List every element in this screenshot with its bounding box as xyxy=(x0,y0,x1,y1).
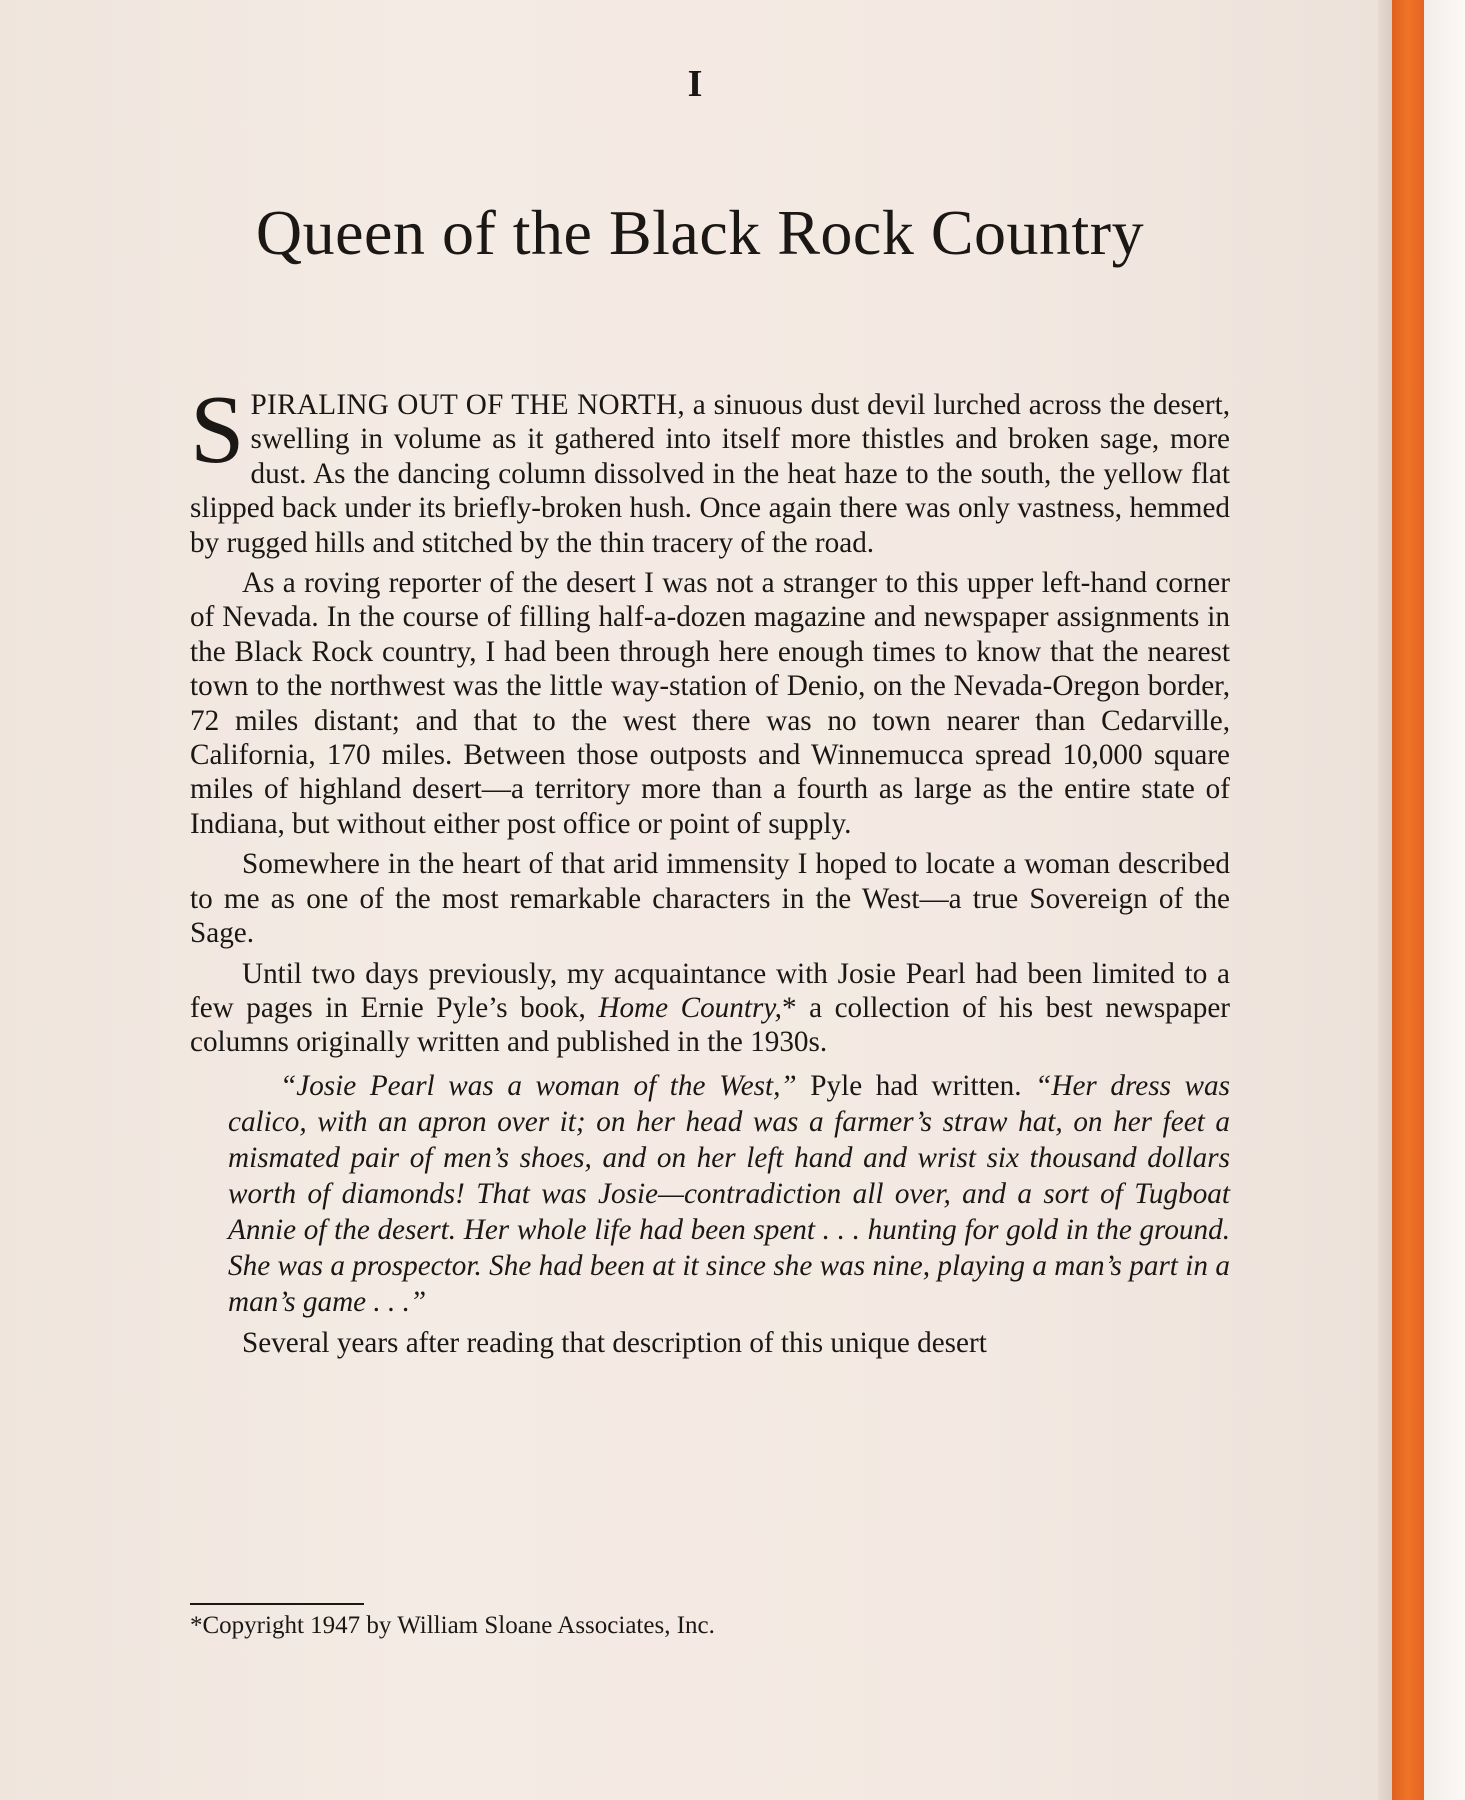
drop-cap: S xyxy=(190,376,245,484)
orange-cover-edge xyxy=(1392,0,1424,1800)
paragraph-3: Somewhere in the heart of that arid immensity I hoped to locate a woman described to me as one of the most remarkable characters in the West—a true Sovereign of the Sage. xyxy=(190,848,1230,950)
quote-part-a: “Josie Pearl was a woman of the West,” xyxy=(280,1069,797,1102)
quote-part-b: “Her dress was calico, with an apron over it; on her head was a farmer’s straw hat, on her feet a mismated pair of men’s shoes, and on her left hand and wrist six thousand dollars worth of diamonds! That was Josie—contradiction all over, and a sort of Tugboat Annie of the desert. Her whole life had been spent . . . hunting for gold in the ground. She was a prospector. She had been at it since she was nine, playing a man’s part in a man’s game . . .” xyxy=(228,1069,1230,1318)
paragraph-2: As a roving reporter of the desert I was not a stranger to this upper left-hand corner of Nevada. In the course of filling half-a-dozen magazine and newspaper assignments in the Black Rock country, I had been through here enough times to know that the nearest town to the northwest was the little way-station of Denio, on the Nevada-Oregon border, 72 miles distant; and that to the west there was no town nearer than Cedarville, California, 170 miles. Between those outposts and Winnemucca spread 10,000 square miles of highland desert—a territory more than a fourth as large as the entire state of Indiana, but without either post office or point of supply. xyxy=(190,567,1230,840)
background-surface xyxy=(1424,0,1465,1800)
paragraph-5: Several years after reading that description of this unique desert xyxy=(242,1326,987,1359)
paragraph-4-text-a: Until two days previously, my acquaintance with Josie Pearl had been limited to a few pages in Ernie Pyle’s book, xyxy=(190,957,1230,1024)
block-quote xyxy=(228,1068,1230,1320)
paragraph-4-text-b: * a collection of his best newspaper columns originally written and published in the 1930s. xyxy=(190,991,1230,1059)
opening-small-caps: PIRALING OUT OF THE NORTH, xyxy=(250,389,685,421)
chapter-title: Queen of the Black Rock Country xyxy=(255,197,1145,268)
book-title-italic: Home Country, xyxy=(598,991,782,1024)
paragraph-1 xyxy=(190,376,1230,560)
quote-attribution: Pyle had written. xyxy=(796,1069,1036,1102)
page-edge xyxy=(1378,0,1392,1800)
paragraph-1-text: a sinuous dust devil lurched across the desert, swelling in volume as it gathered into itself more thistles and broken sage, more dust. As the dancing column dissolved in the heat haze to the south, the yellow flat slipped back under its briefly-broken hush. Once again there was only vastness, hemmed by rugged hills and stitched by the thin tracery of the road. xyxy=(190,389,1230,559)
footnote-rule xyxy=(190,1603,364,1605)
paragraph-4 xyxy=(190,957,1230,1060)
chapter-number: I xyxy=(687,63,703,105)
footnote: *Copyright 1947 by William Sloane Associates, Inc. xyxy=(190,1612,715,1639)
body-text xyxy=(190,376,1230,1366)
